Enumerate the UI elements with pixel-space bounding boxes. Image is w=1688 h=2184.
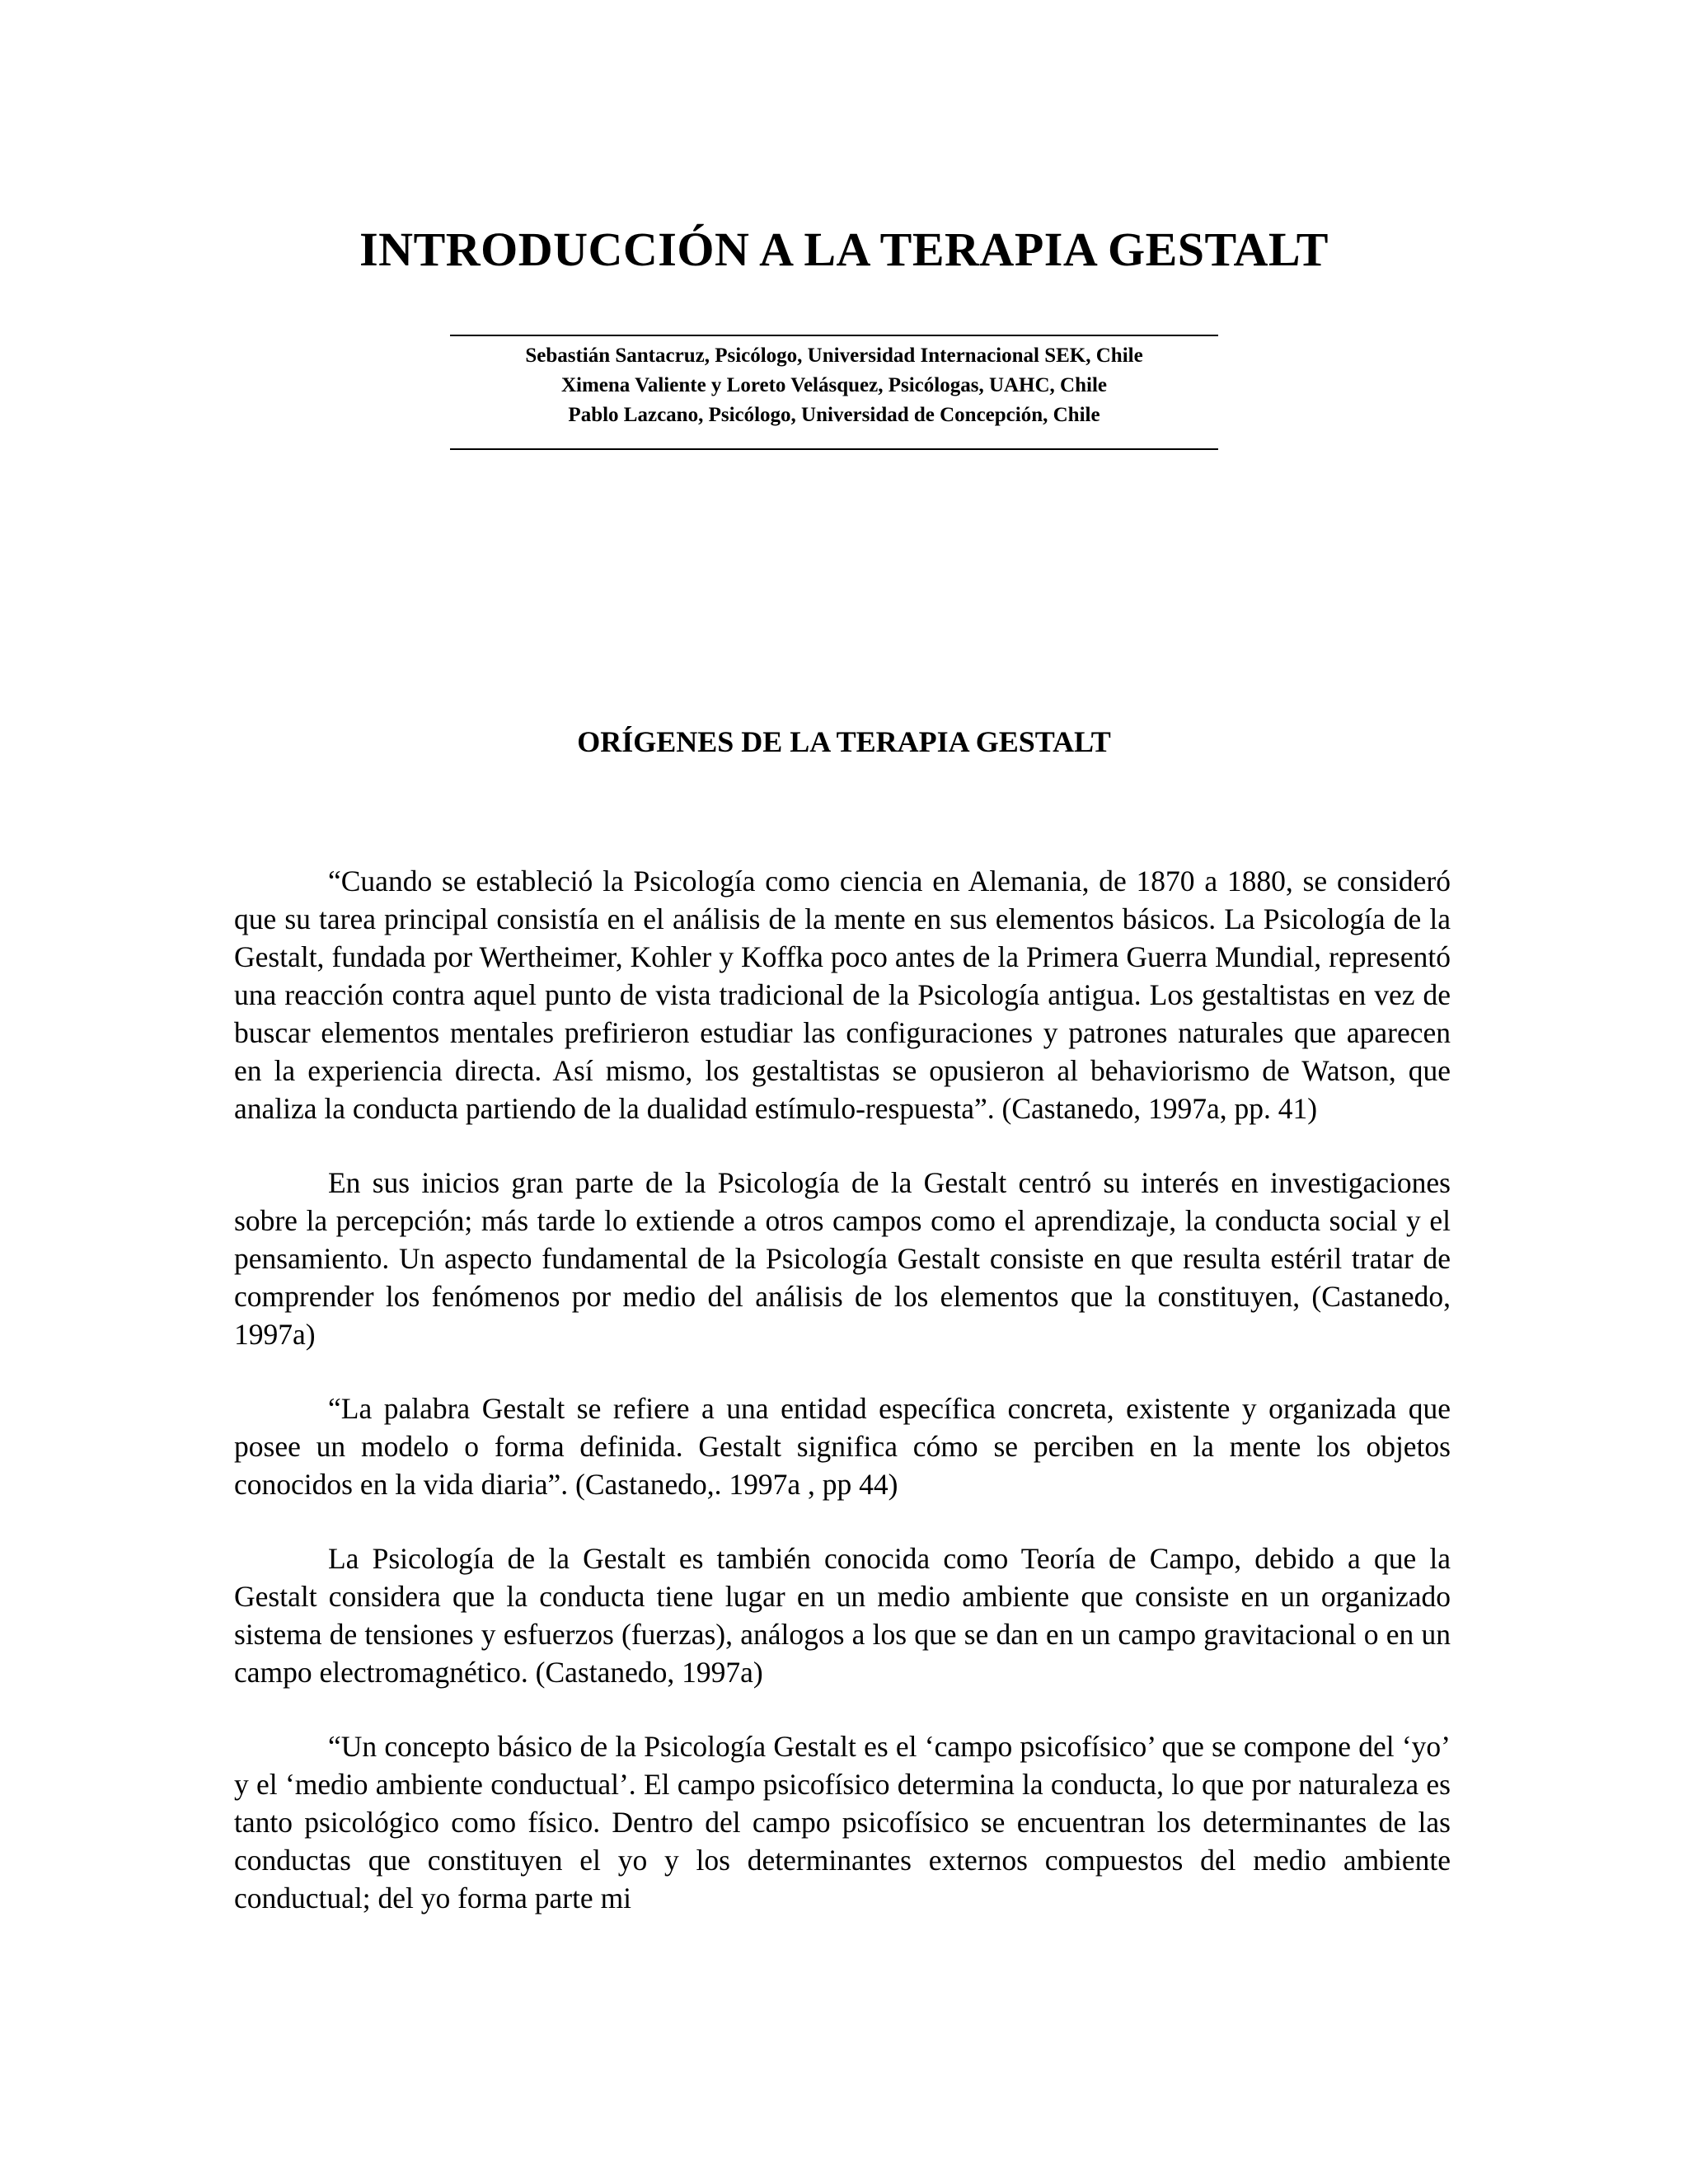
author-line: Sebastián Santacruz, Psicólogo, Universidad Internacional SEK, Chile	[525, 344, 1143, 367]
paragraph: “Cuando se estableció la Psicología como ciencia en Alemania, de 1870 a 1880, se consideró que su tarea principal consistía en el análisis de la mente en sus elementos básicos. La Psicología de la Gestalt, fundada por Wertheimer, Kohler y Koffka poco antes de la Primera Guerra Mundial, representó una reacción contra aquel punto de vista tradicional de la Psicología antigua. Los gestaltistas en vez de buscar elementos mentales prefirieron estudiar las configuraciones y patrones naturales que aparecen en la experiencia directa. Así mismo, los gestaltistas se opusieron al behaviorismo de Watson, que analiza la conducta partiendo de la dualidad estímulo-respuesta”. (Castanedo, 1997a, pp. 41)	[234, 865, 1451, 1125]
author-line: Ximena Valiente y Loreto Velásquez, Psicólogas, UAHC, Chile	[560, 374, 1108, 396]
author-line: Pablo Lazcano, Psicólogo, Universidad de Concepción, Chile	[568, 404, 1100, 426]
author-top-rule	[450, 335, 1218, 336]
paragraph: “La palabra Gestalt se refiere a una entidad específica concreta, existente y organizada que posee un modelo o forma definida. Gestalt significa cómo se perciben en la mente los objetos conocidos en la vida diaria”. (Castanedo,. 1997a , pp 44)	[234, 1392, 1451, 1501]
paragraph: “Un concepto básico de la Psicología Gestalt es el ‘campo psicofísico’ que se compone del ‘yo’ y el ‘medio ambiente conductual’. El campo psicofísico determina la conducta, lo que por naturaleza es tanto psicológico como físico. Dentro del campo psicofísico se encuentran los determinantes de las conductas que constituyen el yo y los determinantes externos compuestos del medio ambiente conductual; del yo forma parte mi	[234, 1730, 1451, 1915]
section-title: ORÍGENES DE LA TERAPIA GESTALT	[577, 725, 1111, 758]
author-block	[450, 335, 1218, 450]
author-list	[450, 341, 1218, 430]
body-text	[234, 862, 1451, 1953]
paragraph: La Psicología de la Gestalt es también conocida como Teoría de Campo, debido a que la Gestalt considera que la conducta tiene lugar en un medio ambiente que consiste en un organizado sistema de tensiones y esfuerzos (fuerzas), análogos a los que se dan en un campo gravitacional o en un campo electromagnético. (Castanedo, 1997a)	[234, 1542, 1451, 1689]
author-bottom-rule	[450, 448, 1218, 450]
document-title: INTRODUCCIÓN A LA TERAPIA GESTALT	[359, 223, 1329, 276]
paragraph: En sus inicios gran parte de la Psicología de la Gestalt centró su interés en investigaciones sobre la percepción; más tarde lo extiende a otros campos como el aprendizaje, la conducta social y el pensamiento. Un aspecto fundamental de la Psicología Gestalt consiste en que resulta estéril tratar de comprender los fenómenos por medio del análisis de los elementos que la constituyen, (Castanedo, 1997a)	[234, 1166, 1451, 1351]
